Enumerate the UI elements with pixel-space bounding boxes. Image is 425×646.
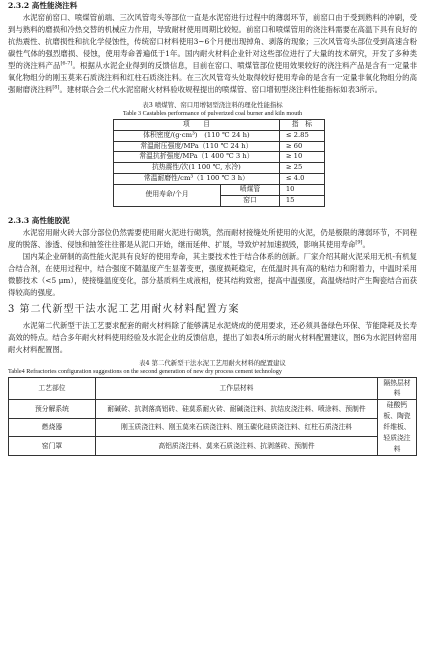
table3-title-en: Table 3 Castables performance of pulverized coal burner and kiln mouth [122, 110, 303, 118]
table-row [9, 437, 417, 455]
table-row [114, 130, 325, 141]
table-cell: 高铝质浇注料、莫来石质浇注料、抗剥落砖、预制件 [96, 437, 378, 455]
table-header-row [114, 119, 325, 130]
reference-marker: [8] [52, 84, 60, 91]
table3 [113, 119, 325, 207]
table-cell: 预分解系统 [9, 400, 96, 418]
table-cell: ≥ 60 [279, 141, 324, 152]
table-cell: ≤ 4.0 [279, 174, 324, 185]
table3-title-cn: 表3 喷煤管、窑口用增韧型浇注料的理化性能指标 [142, 101, 283, 110]
table-cell: 刚玉质浇注料、刚玉莫来石质浇注料、刚玉碳化硅质浇注料、红柱石质浇注料 [96, 418, 378, 436]
table-row [114, 184, 325, 195]
table-header-row [9, 377, 417, 400]
table-header-cell: 项 目 [114, 119, 280, 130]
table-header-cell: 隔热层材料 [378, 377, 417, 400]
table-cell: 窑口 [221, 195, 280, 206]
table-cell: 常温抗折强度/MPa（1 400 ℃ 3 h） [114, 152, 280, 163]
paragraph-mortar: 水泥窑用耐火砖大部分部位仍然需要使用耐火泥进行砌筑，然而耐材接缝处所使用的火泥，仍是极限的薄弱环节，不同程度的脱落、渗透、侵蚀和抽签往往都是从泥口开始，继而延伸、扩展，导致炉衬加速损毁，影响其使用寿命[9]。 [8, 227, 417, 249]
table4 [8, 377, 417, 456]
table-row [9, 400, 417, 418]
reference-marker: [6-7] [60, 60, 73, 67]
table-header-cell: 工艺部位 [9, 377, 96, 400]
table4-title-cn: 表4 第二代新型干法水泥工艺用耐火材料的配置建议 [139, 358, 286, 367]
table-cell: 10 [279, 184, 324, 195]
table-row [9, 418, 417, 436]
table-cell: 耐碱砖、抗剥落高铝砖、硅莫系耐火砖、耐碱浇注料、抗结皮浇注料、喷涂料、预制件 [96, 400, 378, 418]
table-cell: 窑门罩 [9, 437, 96, 455]
table-cell: 硅酸钙板、陶瓷纤维板、轻质浇注料 [378, 400, 417, 455]
table-cell: ≥ 10 [279, 152, 324, 163]
section-heading-232: 2.3.2 高性能浇注料 [8, 1, 78, 10]
paragraph-mortar-detail: 国内某企业研制的高性能火泥具有良好的使用寿命，其主要技术性于结合体系的创新。厂家介绍其耐火泥采用无机-有机复合结合剂，在使用过程中，结合强度不随温度产生显著变更，强度损耗稳定，在低温时具有高的粘结力和附着力，中温时采用微膨技术（<5 μm），使接缝温度变化，部分基质料生成液相，使其结构致密，提高中温强度，高温烧结时产生陶瓷结合而获得较高的强度。 [8, 251, 418, 297]
table-cell: 燃烧器 [9, 418, 96, 436]
section-heading-3: 3 第二代新型干法水泥工艺用耐火材料配置方案 [8, 303, 240, 315]
table-cell: ≥ 25 [279, 163, 324, 174]
table-row [114, 141, 325, 152]
table-cell: 15 [279, 195, 324, 206]
paragraph-kiln-mouth: 水泥窑前窑口、喷煤管前端、三次风管弯头等部位一直是水泥窑进行过程中的薄弱环节，前窑口由于受到熟料的冲刷，受到与熟料的磨损和冷热交替的机械应力作用，导致耐材使用周期比较短。前窑口和喷煤管用的浇注料需要在高温下具有良好的抗热震性、抗磨损性和抗化学侵蚀性，传统窑口材料使用3~6个月便出现掉角、剥落的现象；三次风管弯头部位受到高速含粉碳性气体的强烈磨损、侵蚀，使用寿命普遍低于1年。国内耐火材料企业针对这些部位进行了大量的技术研究，开发了多种类型的浇注料产品[6-7]。根据从水泥企业得到的反馈信息，目前在窑口、喷煤管部位使用效果较好的浇注料产品是含有一定量非氧化物组分的刚玉莫来石质浇注料和红柱石质浇注料。在三次风管弯头处取得较好使用寿命的是含有一定量非氧化物组分的高强耐磨浇注料[8]。建材联合会二代水泥窑耐火材料验收规程提出的喷煤管、窑口增韧型浇注料性能指标如表3所示。 [8, 13, 417, 95]
reference-marker: [9] [355, 239, 363, 246]
table-cell: 常温耐压强度/MPa（110 ℃ 24 h） [114, 141, 280, 152]
table-row [114, 174, 325, 185]
table4-title-en: Table4 Refractories configuration suggestions on the second generation of new dry process cement technology [8, 367, 282, 375]
table-cell: 体积密度/(g·cm³) (110 ℃ 24 h) [114, 130, 280, 141]
table-cell: ≤ 2.85 [279, 130, 324, 141]
table-header-cell: 指 标 [279, 119, 324, 130]
table-cell: 喷煤管 [221, 184, 280, 195]
section-heading-233: 2.3.3 高性能胶泥 [8, 215, 70, 225]
table-cell: 常温耐磨性/cm³（1 100 ℃ 3 h） [114, 174, 280, 185]
table-row [114, 163, 325, 174]
table-row [114, 152, 325, 163]
table-cell: 抗热震性/次(1 100 ℃, 水冷) [114, 163, 280, 174]
table-header-cell: 工作层材料 [96, 377, 378, 400]
paragraph-configuration: 水泥第二代新型干法工艺要求配套的耐火材料除了能够满足水泥烧成的使用要求，还必须具备绿色环保、节能降耗及长寿高效的特点。结合多年耐火材料使用经验及水泥企业的反馈信息，提出了如表4所示的耐火材料配置建议，图6为水泥回转窑用耐火材料配置图。 [8, 320, 417, 354]
table-cell: 使用寿命/个月 [114, 184, 221, 206]
